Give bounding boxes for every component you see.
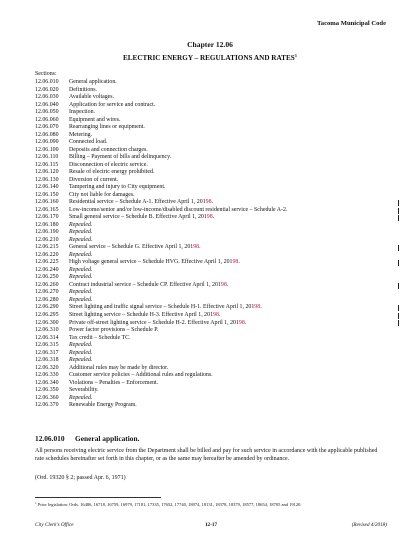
section-list-title-text: Residential service – Schedule A-1. Effective April 1, 201	[69, 199, 206, 206]
section-list-number: 12.06.050	[35, 109, 59, 116]
section-list-title	[69, 139, 107, 147]
section-list-title-text: Repealed.	[69, 274, 93, 281]
section-list-title	[69, 154, 171, 162]
section-list-number: 12.06.165	[35, 206, 59, 213]
section-list-title-text: General application.	[69, 79, 117, 85]
section-list-number: 12.06.320	[35, 364, 59, 371]
section-list-number: 12.06.080	[35, 131, 59, 138]
change-bar	[398, 320, 399, 326]
section-list-title	[69, 124, 145, 132]
section-list-title-text: Repealed.	[69, 296, 93, 303]
section-list-title-text: Inspection.	[69, 109, 96, 116]
section-list-number: 12.06.220	[35, 251, 59, 258]
section-list-title-text: High voltage general service – Schedule HVG. Effective April 1, 201	[69, 259, 233, 266]
section-list-number: 12.06.215	[35, 244, 59, 251]
section-list-item	[35, 274, 395, 282]
section-list-number: 12.06.170	[35, 214, 59, 221]
section-list-title-end: .	[199, 244, 201, 251]
section-list-title-text: Billing – Payment of bills and delinquency.	[69, 154, 172, 161]
section-list-title	[69, 109, 95, 117]
section-list-number: 12.06.280	[35, 296, 59, 303]
section-list-title-text: City not liable for damages.	[69, 191, 135, 198]
section-list-number: 12.06.314	[35, 334, 59, 341]
section-list-number: 12.06.270	[35, 289, 59, 296]
section-list-title-text: Repealed.	[69, 394, 93, 401]
section-list-item	[35, 109, 395, 117]
section-list-number: 12.06.225	[35, 259, 59, 266]
section-body: All persons receiving electric service from the Department shall be billed and pay for such service in accordance with the applicable published rate schedules hereinafter set forth in this chapter, or as the same may hereafter be amended by ordinance.	[35, 448, 378, 462]
change-bar	[398, 208, 399, 214]
section-title: General application.	[75, 434, 140, 443]
section-list-number: 12.06.350	[35, 387, 59, 394]
section-list-item	[35, 199, 395, 207]
section-list-title	[69, 372, 213, 380]
revision-mark: 98	[238, 319, 245, 326]
section-list-title-text: Disconnection of electric service.	[69, 161, 148, 168]
footnote-divider	[35, 497, 161, 498]
section-list-title-text: Repealed.	[69, 357, 93, 364]
footnote	[35, 500, 395, 508]
section-list-number: 12.06.160	[35, 199, 59, 206]
section-list-title-text: Available voltages.	[69, 94, 115, 101]
section-list-title-text: Small general service – Schedule B. Effective April 1, 201	[69, 214, 207, 221]
section-list-item	[35, 365, 395, 373]
section-list-number: 12.06.317	[35, 349, 59, 356]
section-list-number: 12.06.360	[35, 394, 59, 401]
section-list-title	[69, 327, 158, 335]
section-list-title	[69, 357, 92, 365]
section-list-item	[35, 87, 395, 95]
section-list-item	[35, 387, 395, 395]
code-name-header: Tacoma Municipal Code	[317, 20, 386, 27]
section-list-item	[35, 357, 395, 365]
section-list-title-text: Metering.	[69, 131, 93, 138]
section-list-title-text: Private off-street lighting service – Schedule H-2. Effective April 1, 201	[69, 319, 239, 326]
change-bar	[398, 283, 399, 289]
sections-list	[35, 79, 395, 410]
section-list-number: 12.06.040	[35, 101, 59, 108]
section-list-title-text: Repealed.	[69, 236, 93, 243]
section-list-item	[35, 380, 395, 388]
section-list-title	[69, 304, 262, 312]
section-list-title	[69, 274, 92, 282]
section-list-number: 12.06.110	[35, 154, 59, 161]
section-list-number: 12.06.295	[35, 311, 59, 318]
section-list-title	[69, 222, 92, 230]
section-list-item	[35, 94, 395, 102]
section-list-number: 12.06.010	[35, 79, 59, 85]
section-list-title	[69, 335, 130, 343]
section-list-title	[69, 132, 92, 140]
section-list-number: 12.06.070	[35, 124, 59, 131]
section-heading	[35, 434, 139, 443]
section-list-number: 12.06.130	[35, 176, 59, 183]
section-list-title-end: .	[211, 199, 214, 206]
section-list-item	[35, 124, 395, 132]
section-list-title	[69, 214, 214, 222]
section-list-number: 12.06.318	[35, 357, 59, 364]
revision-mark: 98	[205, 199, 212, 206]
chapter-footnote-mark: 1	[294, 53, 298, 58]
section-list-item	[35, 229, 395, 237]
revision-mark: 98	[254, 304, 261, 311]
section-list-number: 12.06.290	[35, 304, 59, 311]
change-bar	[398, 215, 399, 221]
change-bar	[398, 200, 399, 206]
section-list-number: 12.06.260	[35, 281, 59, 288]
section-list-title	[69, 312, 220, 320]
section-list-item	[35, 304, 395, 312]
section-list-number: 12.06.120	[35, 169, 59, 176]
section-list-title	[69, 169, 154, 177]
section-list-number: 12.06.300	[35, 319, 59, 326]
section-list-number: 12.06.310	[35, 327, 59, 334]
section-list-title-text: Repealed.	[69, 349, 93, 356]
footnote-text: Prior legislation: Ords. 16486, 16718, 16759, 16979, 17181, 17335, 17652, 17740, 18074, 18131, 18378, 18379, 18577, 18654, 18705 and 19120.	[37, 502, 302, 507]
section-list-title-text: Repealed.	[69, 342, 93, 349]
section-list-item	[35, 102, 395, 110]
footer-office: City Clerk's Office	[35, 522, 74, 528]
section-list-title-text: Repealed.	[69, 251, 93, 258]
section-list-title	[69, 177, 118, 185]
section-list-title-text: Rearranging lines or equipment.	[69, 124, 145, 131]
section-list-item	[35, 342, 395, 350]
section-list-number: 12.06.100	[35, 146, 59, 153]
section-list-title	[69, 102, 155, 110]
section-list-number: 12.06.150	[35, 191, 59, 198]
section-list-item	[35, 139, 395, 147]
section-list-item	[35, 289, 395, 297]
section-list-title-text: Street lighting and traffic signal service – Schedule H-1. Effective April 1, 201	[69, 304, 255, 311]
section-list-item	[35, 312, 395, 320]
section-list-title-text: Customer service policies – Additional rules and regulations.	[69, 372, 213, 379]
section-list-title	[69, 259, 240, 267]
section-list-title-text: Street lighting service – Schedule H-3. Effective April 1, 201	[69, 311, 214, 318]
section-list-title-text: Renewable Energy Program.	[69, 402, 137, 409]
page-footer	[35, 522, 387, 530]
section-list-title	[69, 395, 92, 403]
section-list-title	[69, 94, 114, 102]
section-list-item	[35, 154, 395, 162]
footnote-mark: 1	[35, 501, 37, 505]
section-list-title	[69, 229, 92, 237]
section-list-number: 12.06.060	[35, 116, 59, 123]
revision-mark: 98	[206, 214, 213, 221]
section-list-item	[35, 222, 395, 230]
section-list-title-end: .	[238, 259, 240, 266]
section-list-title-text: Connected load.	[69, 139, 108, 146]
section-list-number: 12.06.140	[35, 184, 59, 191]
section-list-title-text: Repealed.	[69, 266, 93, 273]
section-list-title-end: .	[260, 304, 262, 311]
section-list-title	[69, 282, 228, 290]
section-list-item	[35, 184, 395, 192]
section-list-title-text: Repealed.	[69, 221, 93, 228]
section-list-title-end: .	[212, 214, 215, 221]
section-list-title-text: Tax credit – Schedule TC.	[69, 334, 131, 341]
section-list-number: 12.06.370	[35, 402, 59, 409]
section-list-title	[69, 267, 92, 275]
section-list-title	[69, 365, 168, 373]
section-list-item	[35, 117, 395, 125]
section-number: 12.06.010	[35, 434, 65, 443]
section-list-item	[35, 259, 395, 267]
section-list-item	[35, 177, 395, 185]
section-list-title	[69, 184, 165, 192]
sections-label: Sections:	[35, 71, 57, 77]
section-list-title-text: Violations – Penalties – Enforcement.	[69, 379, 159, 386]
section-list-title-text: Severability.	[69, 387, 99, 394]
section-list-title	[69, 289, 92, 297]
section-list-title-text: Resale of electric energy prohibited.	[69, 169, 155, 176]
footer-page-number: 12-17	[204, 522, 218, 528]
revision-mark: 98	[220, 281, 227, 288]
section-list-title-text: Repealed.	[69, 229, 93, 236]
chapter-title	[0, 53, 420, 62]
section-list-number: 12.06.330	[35, 372, 59, 379]
section-list-title	[69, 244, 201, 252]
section-list-title-end: .	[218, 311, 221, 318]
section-list-number: 12.06.210	[35, 236, 59, 243]
section-list-title-text: General service – Schedule G. Effective April 1, 201	[69, 244, 194, 251]
section-list-title	[69, 342, 92, 350]
section-citation: (Ord. 19320 § 2; passed Apr. 6, 1971)	[35, 475, 126, 481]
section-list-item	[35, 79, 395, 87]
footer-revision: (Revised 4/2018)	[351, 522, 387, 528]
change-bar	[398, 245, 399, 251]
change-bar	[398, 313, 399, 319]
revision-mark: 98	[193, 244, 200, 251]
section-list-title	[69, 87, 97, 95]
section-list-item	[35, 402, 395, 410]
section-list-title-text: Application for service and contract.	[69, 101, 156, 108]
section-list-title-text: Repealed.	[69, 289, 93, 296]
section-list-item	[35, 282, 395, 290]
section-list-number: 12.06.240	[35, 266, 59, 273]
section-list-item	[35, 350, 395, 358]
section-list-title	[69, 387, 99, 395]
section-list-title-end: .	[244, 319, 247, 326]
section-list-number: 12.06.115	[35, 161, 59, 168]
section-list-title-text: Contract industrial service – Schedule CP. Effective April 1, 201	[69, 281, 221, 288]
section-list-item	[35, 372, 395, 380]
section-list-title-text: Equipment and wires.	[69, 116, 121, 123]
section-list-title	[69, 320, 246, 328]
section-list-title	[69, 79, 117, 87]
section-list-item	[35, 335, 395, 343]
section-list-number: 12.06.340	[35, 379, 59, 386]
section-list-title	[69, 402, 137, 410]
section-list-item	[35, 320, 395, 328]
section-list-title-text: Additional rules may be made by director.	[69, 364, 169, 371]
section-list-title-end: .	[226, 281, 229, 288]
section-list-item	[35, 132, 395, 140]
revision-mark: 98	[213, 311, 219, 318]
section-list-number: 12.06.180	[35, 221, 59, 228]
section-list-title-text: Low-income/senior and/or low-income/disabled discount residential service – Schedule A-2.	[69, 206, 288, 213]
section-list-item	[35, 169, 395, 177]
chapter-number: Chapter 12.06	[187, 40, 233, 49]
section-list-title-text: Tampering and injury to City equipment.	[69, 184, 166, 191]
section-list-title	[69, 117, 121, 125]
chapter-title-text: ELECTRIC ENERGY – REGULATIONS AND RATES	[122, 54, 295, 62]
section-list-number: 12.06.190	[35, 229, 59, 236]
change-bar	[398, 305, 399, 311]
section-list-title-text: Definitions.	[69, 86, 97, 93]
section-list-title	[69, 199, 213, 207]
revision-mark: 98	[232, 259, 239, 266]
section-list-item	[35, 395, 395, 403]
section-list-number: 12.06.090	[35, 139, 59, 146]
section-list-number: 12.06.315	[35, 342, 59, 349]
section-list-title	[69, 350, 92, 358]
section-list-item	[35, 327, 395, 335]
section-list-item	[35, 214, 395, 222]
section-list-number: 12.06.030	[35, 94, 59, 101]
change-bar	[398, 260, 399, 266]
section-list-title-text: Diversion of current.	[69, 176, 119, 183]
section-list-item	[35, 267, 395, 275]
section-list-number: 12.06.250	[35, 274, 59, 281]
section-list-title-text: Power factor provisions – Schedule P.	[69, 327, 159, 334]
section-list-item	[35, 244, 395, 252]
section-list-title-text: Deposits and connection charges.	[69, 146, 148, 153]
section-list-number: 12.06.020	[35, 86, 59, 93]
section-list-title	[69, 380, 158, 388]
